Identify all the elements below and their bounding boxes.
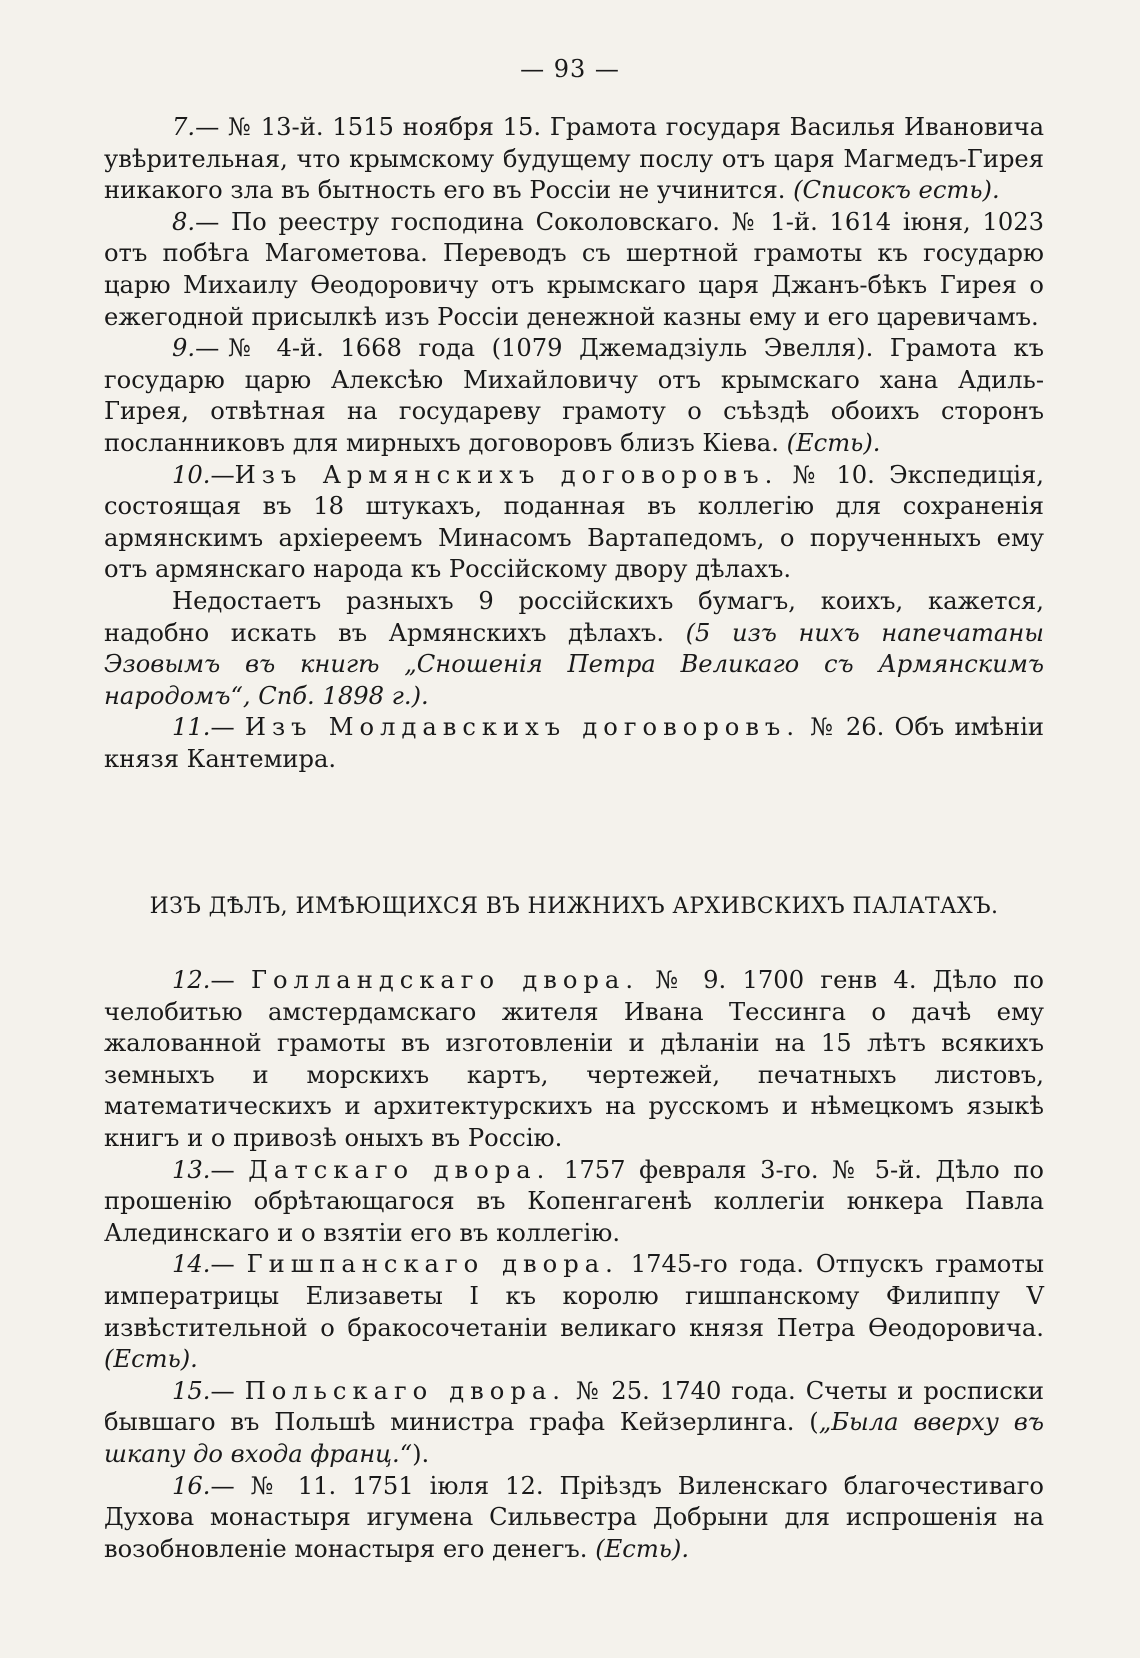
note: (Есть). xyxy=(595,1534,690,1563)
entry-number: 11. xyxy=(172,713,211,742)
section-title: Датскаго двора. xyxy=(248,1155,551,1184)
entry-10: 10.—Изъ Армянскихъ договоровъ. № 10. Экспедиція, состоящая въ 18 штукахъ, поданная въ коллегію для сохраненія армянскимъ архіереемъ Минасомъ Вартапедомъ, о порученныхъ ему отъ армянскаго народа къ Россійскому двору дѣлахъ. xyxy=(104,460,1044,584)
entry-9: 9.—№ 4-й. 1668 года (1079 Джемадзіуль Эвелля). Грамота къ государю царю Алексѣю Михайловичу отъ крымскаго хана Адиль-Гирея, отвѣтная на государеву грамоту о съѣздѣ обоихъ сторонъ посланниковъ для мирныхъ договоровъ близъ Кіева. (Есть). xyxy=(104,334,1044,457)
entry-number: 14. xyxy=(172,1250,211,1279)
note: (Есть). xyxy=(786,428,881,457)
entry-number: 10. xyxy=(172,460,211,489)
entry-14: 14.— Гишпанскаго двора. 1745-го года. Отпускъ грамоты императрицы Елизаветы I къ королю гишпанскому Филиппу V извѣстительной о бракосочетаніи великаго князя Петра Ѳеодоровича. (Есть). xyxy=(104,1250,1044,1374)
entry-10-note: Недостаетъ разныхъ 9 россійскихъ бумагъ, коихъ, кажется, надобно искать въ Армянскихъ дѣлахъ. (5 изъ нихъ напечатаны Эзовымъ въ книгѣ „Сношенія Петра Великаго съ Армянскимъ народомъ“, Спб. 1898 г.). xyxy=(104,586,1044,710)
entry-number: 15. xyxy=(172,1376,211,1405)
entry-number: 9. xyxy=(172,334,196,363)
entries-block-upper xyxy=(104,112,1044,775)
entry-13: 13.— Датскаго двора. 1757 февраля 3-го. № 5-й. Дѣло по прошенію обрѣтающагося въ Копенгагенѣ коллегіи юнкера Павла Алединскаго и о взятіи его въ коллегію. xyxy=(104,1155,1044,1247)
entry-number: 13. xyxy=(172,1155,211,1184)
entries-block-lower xyxy=(104,965,1044,1565)
entry-16: 16.— № 11. 1751 іюля 12. Пріѣздъ Виленскаго благочестиваго Духова монастыря игумена Сильвестра Добрыни для испрошенія на возобновленіе монастыря его денегъ. (Есть). xyxy=(104,1471,1044,1563)
section-title: Польскаго двора. xyxy=(244,1376,566,1405)
note: (Есть). xyxy=(104,1345,198,1374)
entry-number: 12. xyxy=(172,966,211,994)
entry-8: 8.— По реестру господина Соколовскаго. № 1-й. 1614 іюня, 1023 отъ побѣга Магометова. Переводъ съ шертной грамоты къ государю царю Михаилу Ѳеодоровичу отъ крымскаго царя Джанъ-бѣкъ Гирея о ежегодной присылкѣ изъ Россіи денежной казны ему и его царевичамъ. xyxy=(104,207,1044,331)
entry-15: 15.— Польскаго двора. № 25. 1740 года. Счеты и росписки бывшаго въ Польшѣ министра графа Кейзерлинга. („Была вверху въ шкапу до входа франц.“). xyxy=(104,1376,1044,1468)
section-title: Гишпанскаго двора. xyxy=(246,1250,619,1279)
note: (Списокъ есть). xyxy=(793,176,1000,205)
note: „Была вверху въ шкапу до входа франц.“ xyxy=(104,1408,1044,1468)
entry-7: 7.— № 13-й. 1515 ноября 15. Грамота государя Василья Ивановича увѣрительная, что крымскому будущему послу отъ царя Магмедъ-Гирея никакого зла въ бытность его въ Россіи не учинится. (Списокъ есть). xyxy=(104,113,1044,205)
section-heading: ИЗЪ ДѢЛЪ, ИМѢЮЩИХСЯ ВЪ НИЖНИХЪ АРХИВСКИХЪ ПАЛАТАХЪ. xyxy=(149,894,999,919)
section-title: Изъ Армянскихъ договоровъ. xyxy=(234,460,779,489)
section-title: Изъ Молдавскихъ договоровъ. xyxy=(244,713,801,742)
entry-number: 7. xyxy=(172,113,196,141)
note: (5 изъ нихъ напечатаны Эзовымъ въ книгѣ „Сношенія Петра Великаго съ Армянскимъ народомъ“, Спб. 1898 г.). xyxy=(104,618,1044,710)
entry-number: 16. xyxy=(172,1471,211,1500)
entry-number: 8. xyxy=(172,207,196,236)
section-title: Голландскаго двора. xyxy=(250,966,640,994)
entry-11: 11.— Изъ Молдавскихъ договоровъ. № 26. Объ имѣніи князя Кантемира. xyxy=(104,713,1044,773)
entry-12: 12.— Голландскаго двора. № 9. 1700 генв 4. Дѣло по челобитью амстердамскаго жителя Ивана Тессинга о дачѣ ему жалованной грамоты въ изготовленіи и дѣланіи на 15 лѣтъ всякихъ земныхъ и морскихъ картъ, чертежей, печатныхъ листовъ, математическихъ и архитектурскихъ на русскомъ и нѣмецкомъ языкѣ книгъ и о привозѣ оныхъ въ Россію. xyxy=(104,966,1044,1152)
page-number: — 93 — xyxy=(520,55,620,83)
